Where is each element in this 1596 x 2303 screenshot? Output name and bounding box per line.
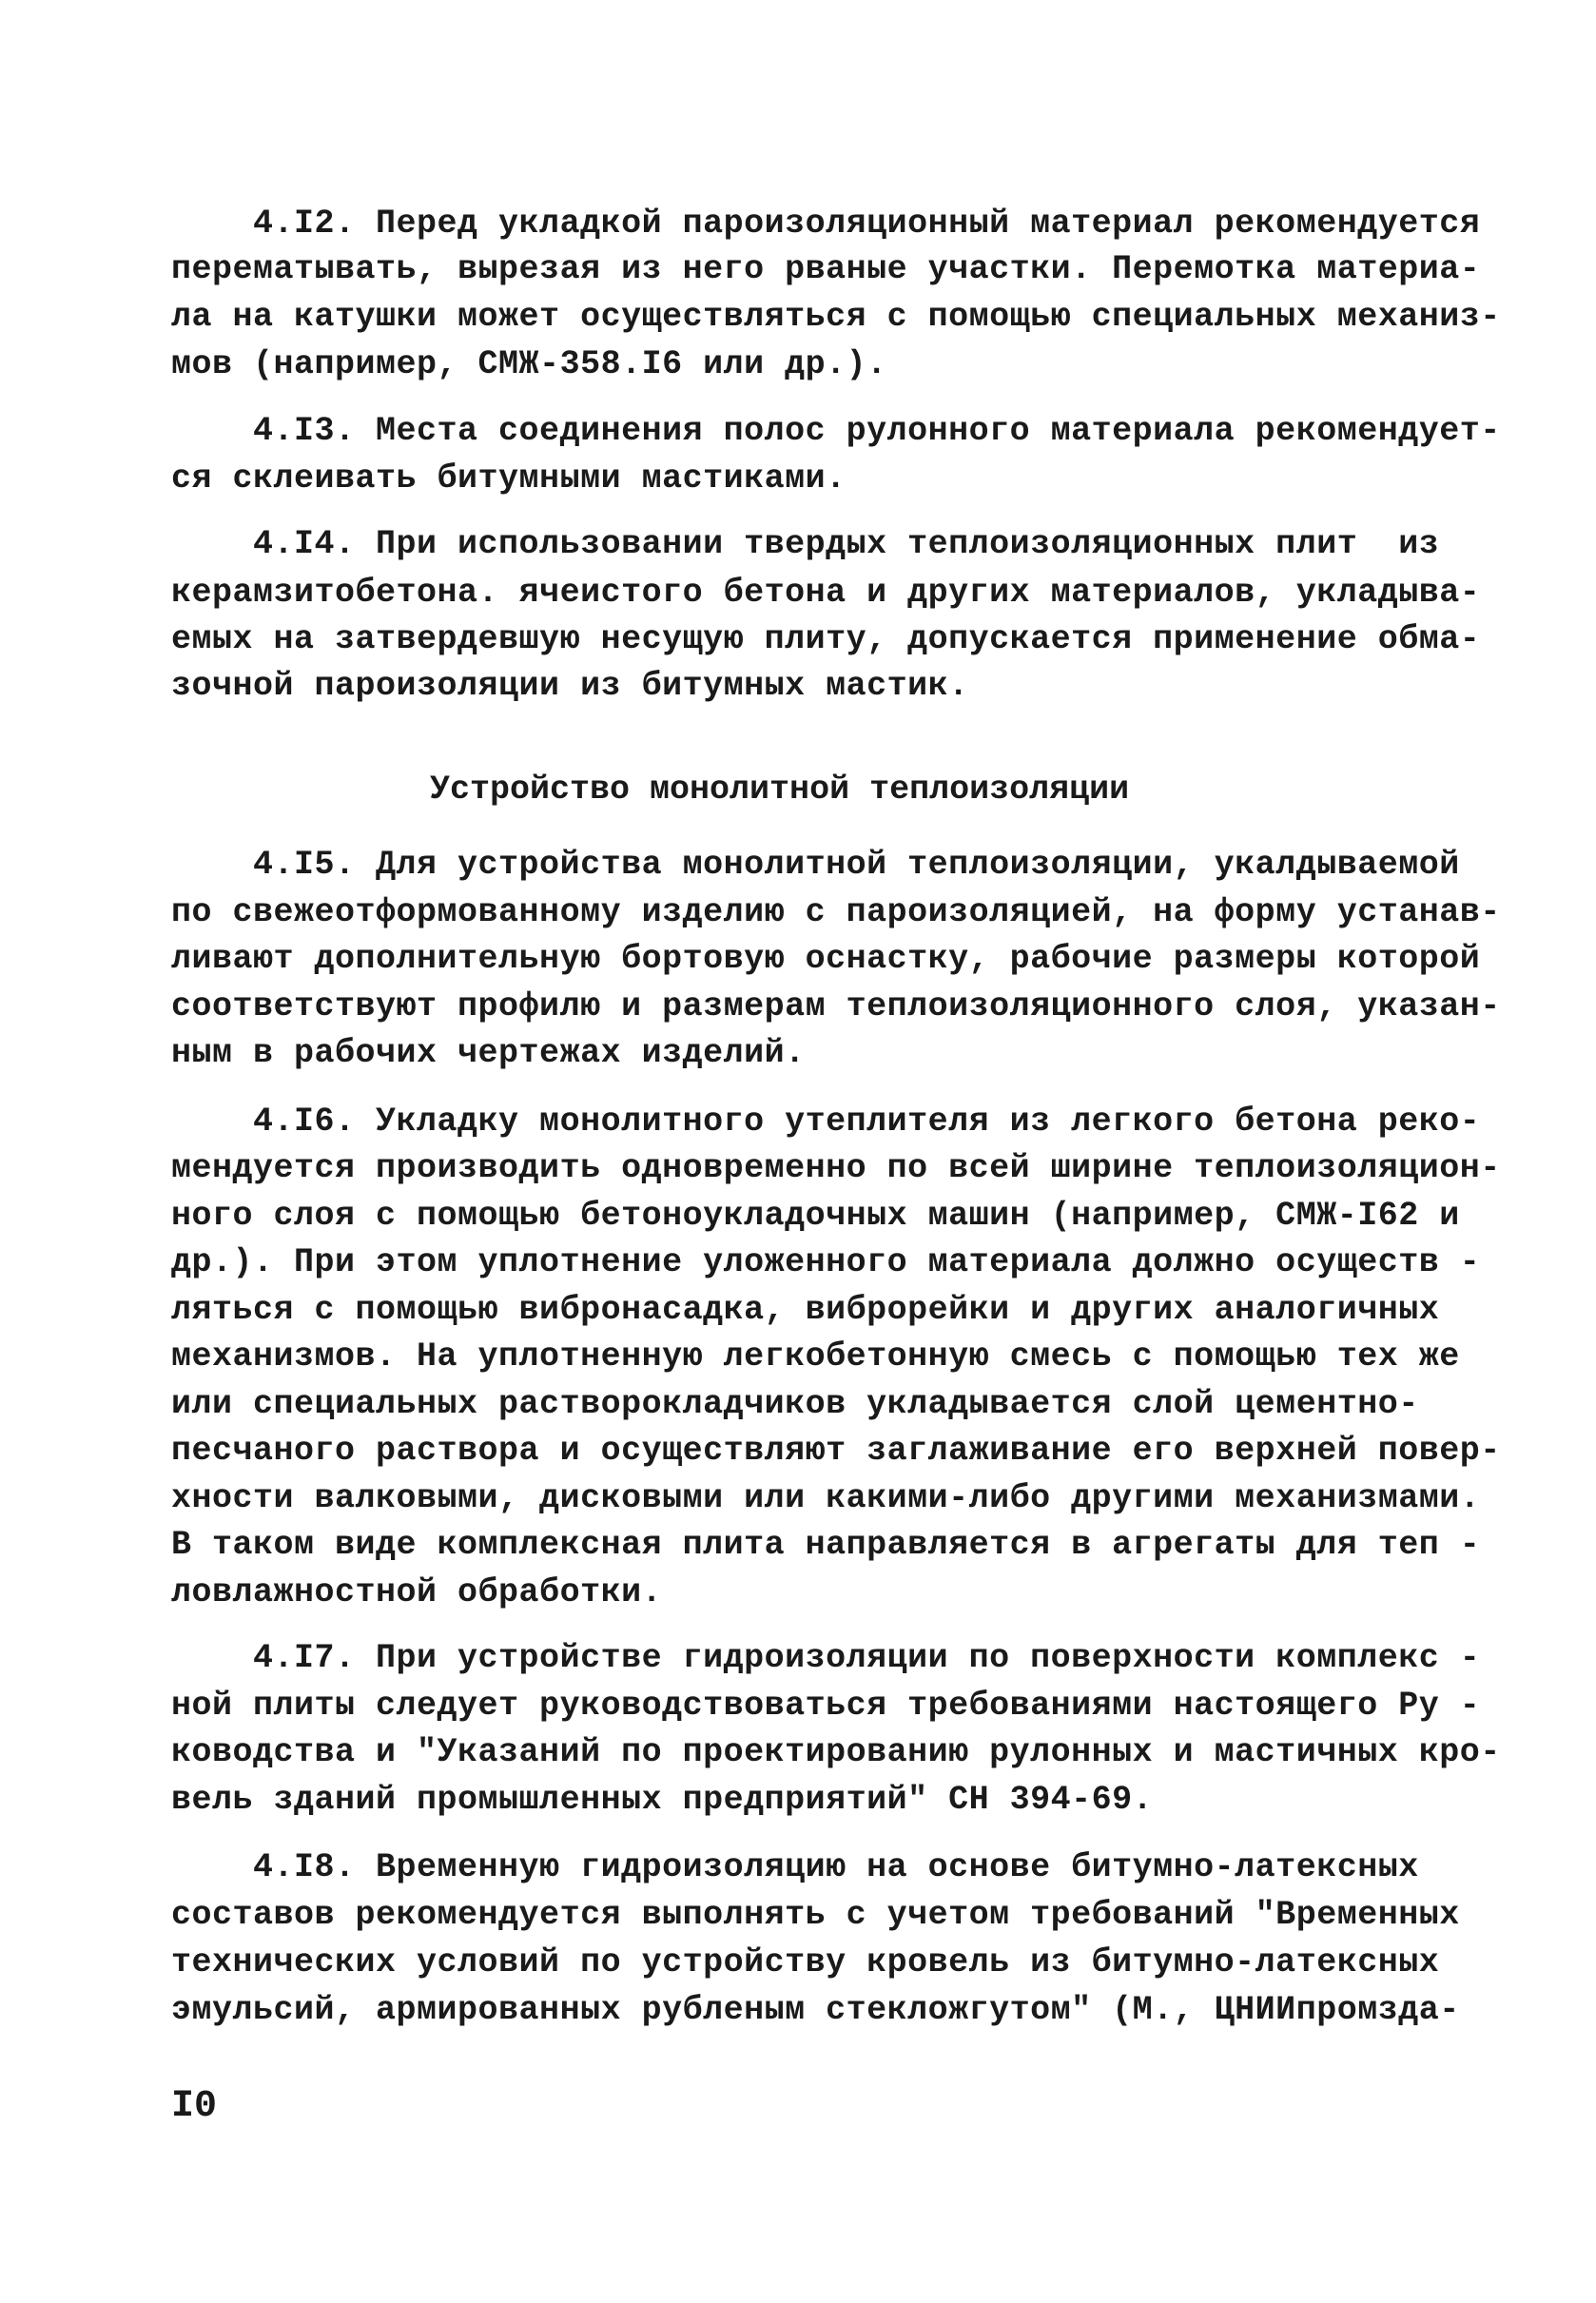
text-line: эмульсий, армированных рубленым стекложгутом" (М., ЦНИИпромзда- bbox=[171, 1991, 1460, 2029]
text-line: соответствуют профилю и размерам теплоизоляционного слоя, указан- bbox=[171, 987, 1501, 1025]
text-line: ководства и "Указаний по проектированию рулонных и мастичных кро- bbox=[171, 1733, 1501, 1771]
text-line: механизмов. На уплотненную легкобетонную смесь с помощью тех же bbox=[171, 1337, 1460, 1376]
text-line: 4.I8. Временную гидроизоляцию на основе битумно-латексных bbox=[171, 1848, 1419, 1886]
text-line: ла на катушки может осуществляться с помощью специальных механиз- bbox=[171, 298, 1501, 336]
text-line: др.). При этом уплотнение уложенного материала должно осуществ - bbox=[171, 1243, 1481, 1281]
text-line: ным в рабочих чертежах изделий. bbox=[171, 1034, 806, 1072]
text-line: 4.I2. Перед укладкой пароизоляционный материал рекомендуется bbox=[171, 205, 1481, 243]
text-line: 4.I3. Места соединения полос рулонного материала рекомендует- bbox=[171, 412, 1501, 450]
text-line: керамзитобетона. ячеистого бетона и других материалов, укладыва- bbox=[171, 574, 1481, 612]
text-line: ливают дополнительную бортовую оснастку, рабочие размеры которой bbox=[171, 940, 1481, 978]
text-line: ной плиты следует руководствоваться требованиями настоящего Ру - bbox=[171, 1687, 1481, 1725]
text-line: перематывать, вырезая из него рваные участки. Перемотка материа- bbox=[171, 250, 1481, 288]
text-line: 4.I5. Для устройства монолитной теплоизоляции, укалдываемой bbox=[171, 846, 1460, 884]
text-line: 4.I7. При устройстве гидроизоляции по поверхности комплекс - bbox=[171, 1639, 1481, 1677]
text-line: 4.I6. Укладку монолитного утеплителя из легкого бетона реко- bbox=[171, 1103, 1481, 1141]
text-line: ного слоя с помощью бетоноукладочных машин (например, СМЖ-I62 и bbox=[171, 1197, 1460, 1235]
text-line: емых на затвердевшую несущую плиту, допускается применение обма- bbox=[171, 620, 1481, 658]
page-number: I0 bbox=[171, 2085, 218, 2128]
text-line: хности валковыми, дисковыми или какими-либо другими механизмами. bbox=[171, 1479, 1481, 1517]
text-line: ся склеивать битумными мастиками. bbox=[171, 459, 847, 498]
text-line: ловлажностной обработки. bbox=[171, 1573, 663, 1611]
text-line: песчаного раствора и осуществляют заглаживание его верхней повер- bbox=[171, 1432, 1501, 1470]
text-line: зочной пароизоляции из битумных мастик. bbox=[171, 667, 969, 705]
text-line: технических условий по устройству кровель из битумно-латексных bbox=[171, 1943, 1440, 1981]
text-line: составов рекомендуется выполнять с учетом требований "Временных bbox=[171, 1896, 1460, 1934]
section-heading: Устройство монолитной теплоизоляции bbox=[430, 771, 1130, 809]
text-line: В таком виде комплексная плита направляется в агрегаты для теп - bbox=[171, 1526, 1481, 1564]
text-line: или специальных растворокладчиков укладывается слой цементно- bbox=[171, 1385, 1419, 1423]
text-line: мов (например, СМЖ-358.I6 или др.). bbox=[171, 345, 887, 383]
text-line: вель зданий промышленных предприятий" СН 394-69. bbox=[171, 1781, 1154, 1819]
text-line: мендуется производить одновременно по всей ширине теплоизоляцион- bbox=[171, 1149, 1501, 1187]
text-line: 4.I4. При использовании твердых теплоизоляционных плит из bbox=[171, 525, 1440, 563]
text-line: по свежеотформованному изделию с пароизоляцией, на форму устанав- bbox=[171, 893, 1501, 931]
text-line: ляться с помощью вибронасадка, виброрейки и других аналогичных bbox=[171, 1291, 1440, 1329]
